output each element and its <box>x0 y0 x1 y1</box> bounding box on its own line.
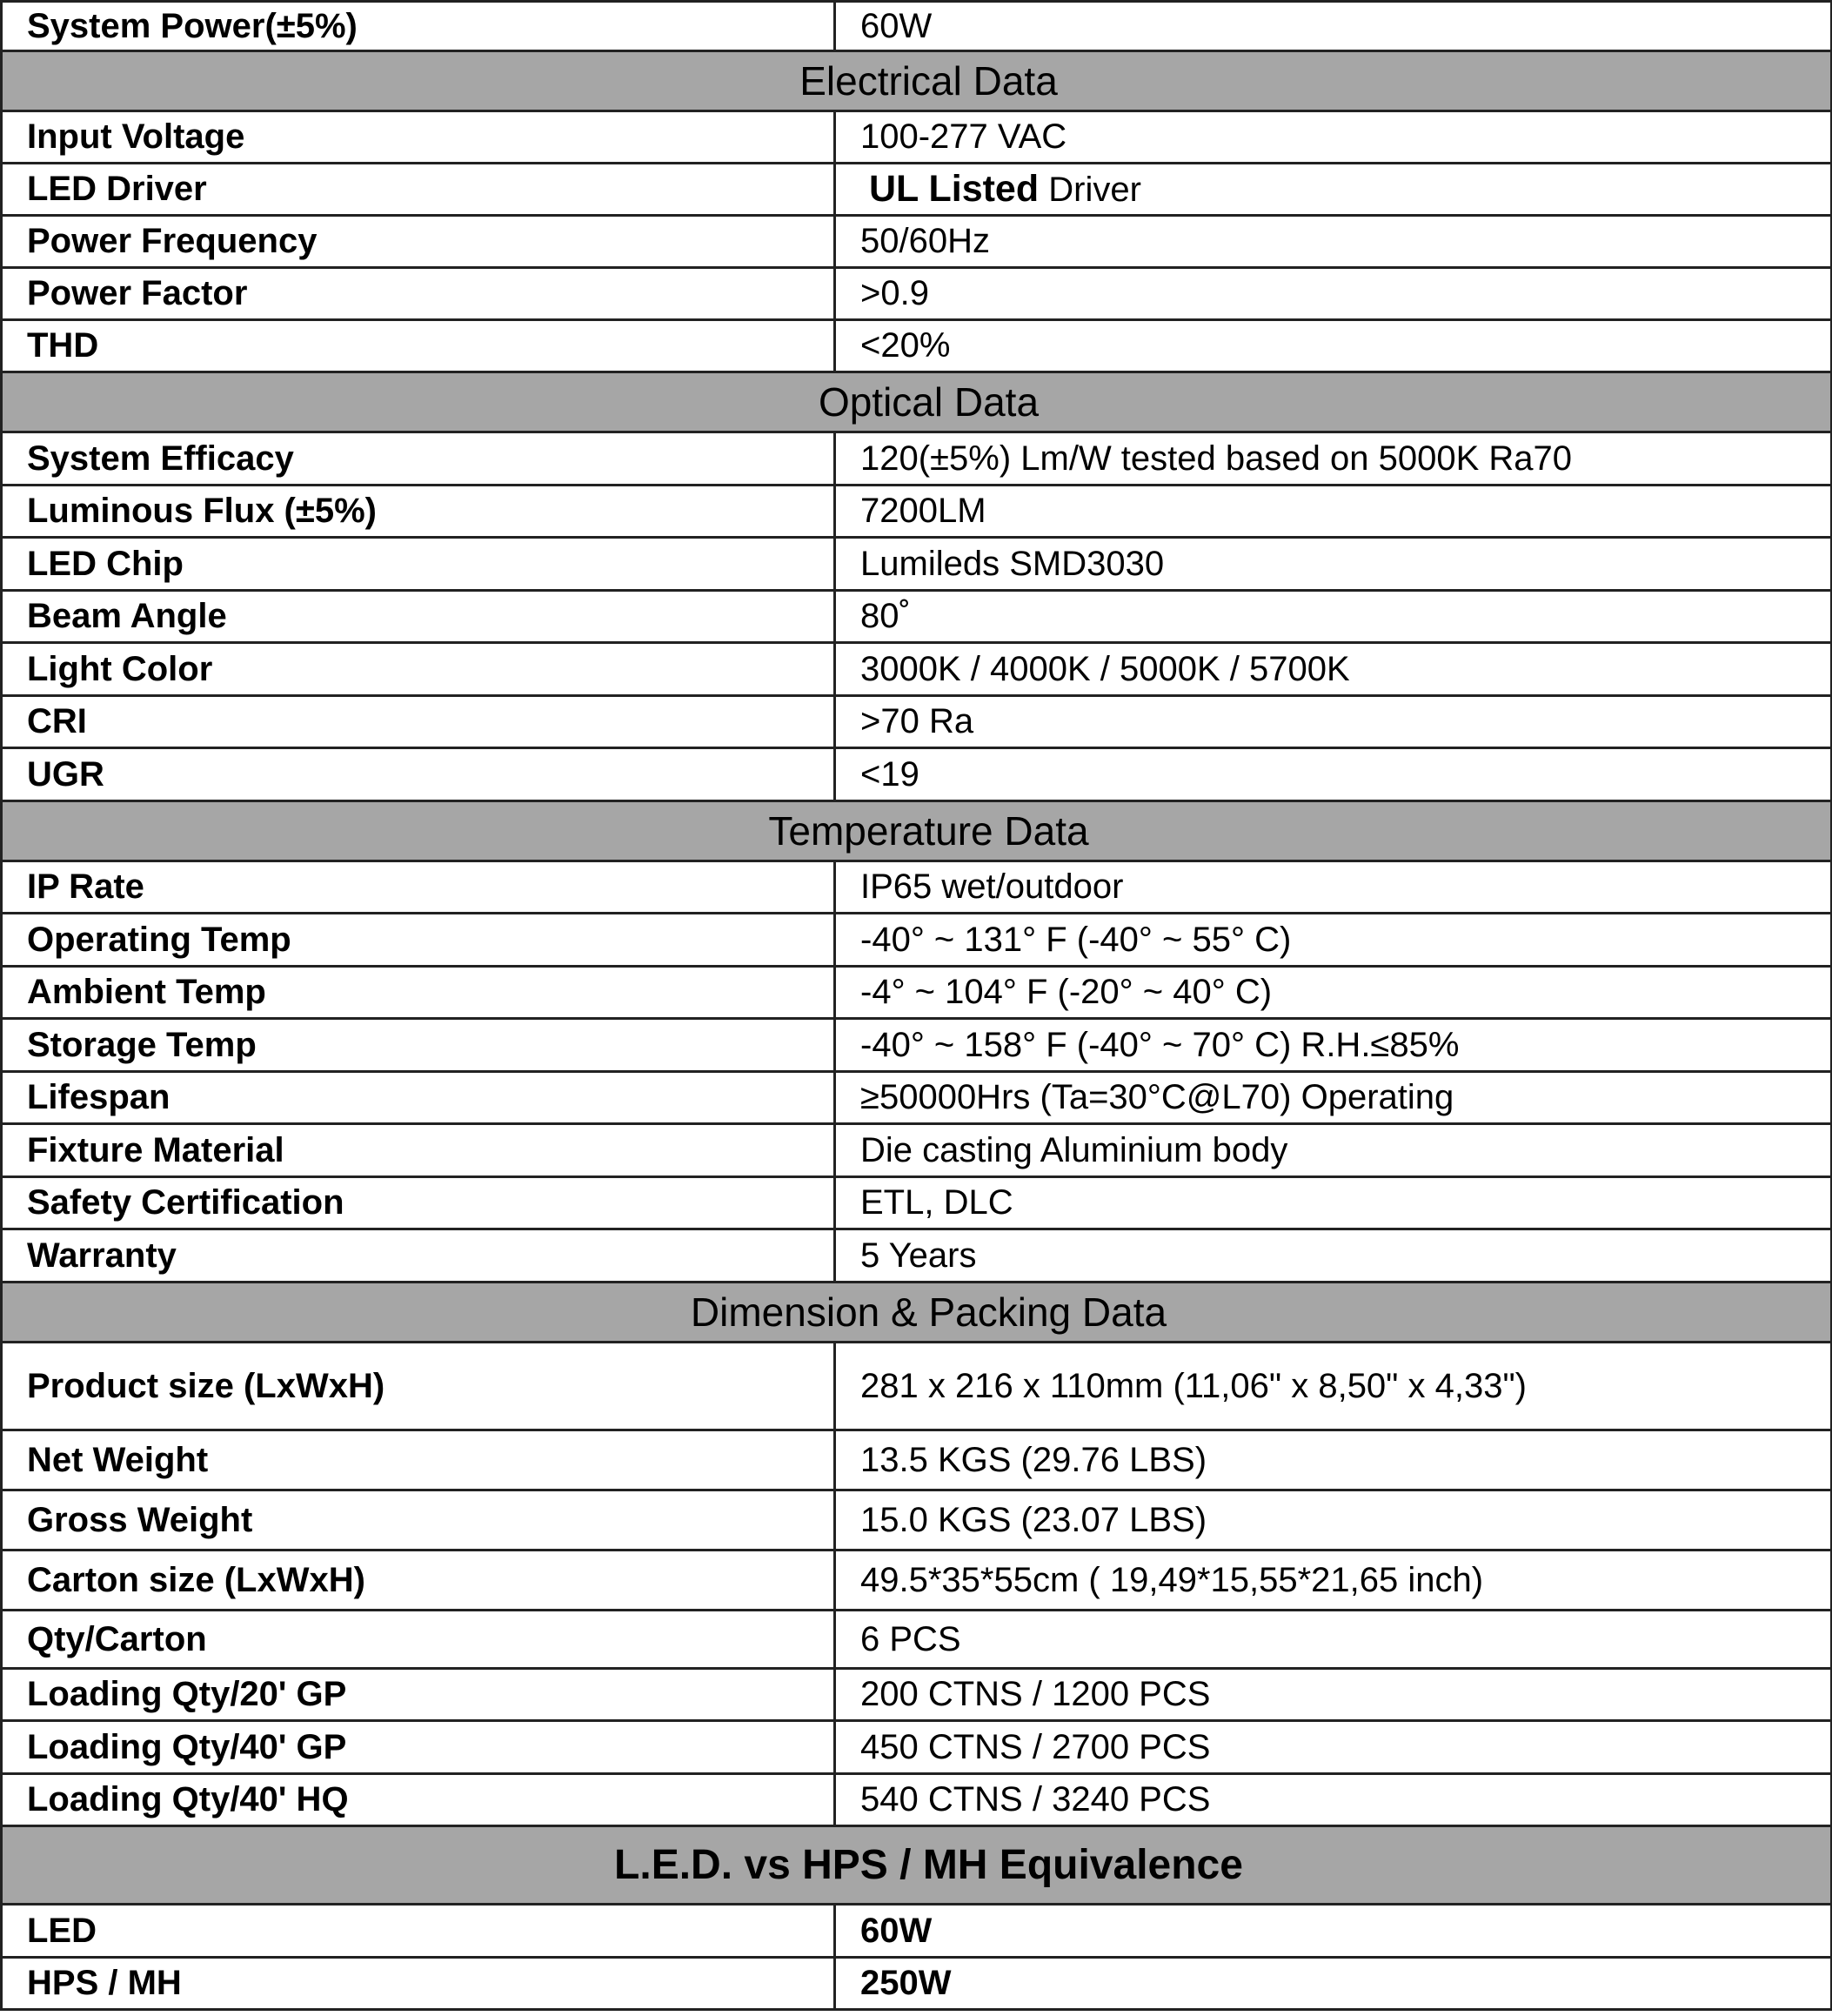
table-row <box>2 1611 1832 1669</box>
spec-value: 540 CTNS / 3240 PCS <box>835 1774 1832 1826</box>
table-row <box>2 1774 1832 1826</box>
spec-value: 120(±5%) Lm/W tested based on 5000K Ra70 <box>835 432 1832 486</box>
spec-value: Die casting Aluminium body <box>835 1124 1832 1177</box>
spec-label: Light Color <box>2 643 835 696</box>
table-row <box>2 111 1832 164</box>
spec-label: Operating Temp <box>2 914 835 967</box>
table-row <box>2 320 1832 372</box>
spec-value: 50/60Hz <box>835 216 1832 268</box>
spec-label: Storage Temp <box>2 1019 835 1072</box>
section-title: L.E.D. vs HPS / MH Equivalence <box>2 1826 1832 1905</box>
spec-label: Power Factor <box>2 268 835 320</box>
section-title: Dimension & Packing Data <box>2 1283 1832 1343</box>
spec-value: 15.0 KGS (23.07 LBS) <box>835 1490 1832 1551</box>
spec-value: 5 Years <box>835 1229 1832 1283</box>
table-row <box>2 1072 1832 1124</box>
spec-value: ≥50000Hrs (Ta=30°C@L70) Operating <box>835 1072 1832 1124</box>
spec-value: 7200LM <box>835 486 1832 538</box>
section-header-equivalence <box>2 1826 1832 1905</box>
spec-value: 49.5*35*55cm ( 19,49*15,55*21,65 inch) <box>835 1551 1832 1611</box>
spec-label: Gross Weight <box>2 1490 835 1551</box>
driver-text: Driver <box>1048 171 1141 209</box>
table-row <box>2 1490 1832 1551</box>
table-row <box>2 748 1832 801</box>
spec-label: UGR <box>2 748 835 801</box>
spec-value: 200 CTNS / 1200 PCS <box>835 1669 1832 1721</box>
section-header-temperature <box>2 801 1832 861</box>
section-header-optical <box>2 372 1832 432</box>
spec-value <box>835 164 1832 216</box>
table-row <box>2 1343 1832 1430</box>
table-row <box>2 1177 1832 1229</box>
spec-label: System Efficacy <box>2 432 835 486</box>
table-row <box>2 1669 1832 1721</box>
table-row <box>2 2 1832 51</box>
spec-label: Carton size (LxWxH) <box>2 1551 835 1611</box>
table-row <box>2 1551 1832 1611</box>
spec-value: Lumileds SMD3030 <box>835 538 1832 591</box>
spec-label: Beam Angle <box>2 591 835 643</box>
section-title: Electrical Data <box>2 51 1832 111</box>
spec-value: <20% <box>835 320 1832 372</box>
table-row <box>2 1229 1832 1283</box>
spec-value: 60W <box>835 2 1832 51</box>
table-row <box>2 1019 1832 1072</box>
spec-value: 6 PCS <box>835 1611 1832 1669</box>
section-title: Optical Data <box>2 372 1832 432</box>
spec-label: Fixture Material <box>2 1124 835 1177</box>
spec-label: CRI <box>2 696 835 748</box>
table-row <box>2 1721 1832 1774</box>
spec-label: Product size (LxWxH) <box>2 1343 835 1430</box>
spec-value: >70 Ra <box>835 696 1832 748</box>
spec-label: HPS / MH <box>2 1958 835 2010</box>
spec-value: 60W <box>835 1905 1832 1958</box>
spec-value: >0.9 <box>835 268 1832 320</box>
spec-label: Luminous Flux (±5%) <box>2 486 835 538</box>
spec-label: LED Chip <box>2 538 835 591</box>
table-row <box>2 696 1832 748</box>
ul-listed-mark: UL Listed <box>869 168 1040 210</box>
table-row <box>2 914 1832 967</box>
spec-label: Warranty <box>2 1229 835 1283</box>
table-row <box>2 538 1832 591</box>
spec-label: Ambient Temp <box>2 967 835 1019</box>
table-row <box>2 216 1832 268</box>
table-row <box>2 486 1832 538</box>
table-row <box>2 1905 1832 1958</box>
table-row <box>2 967 1832 1019</box>
spec-label: Lifespan <box>2 1072 835 1124</box>
spec-label: LED <box>2 1905 835 1958</box>
spec-label: THD <box>2 320 835 372</box>
spec-label: System Power(±5%) <box>2 2 835 51</box>
spec-value: 281 x 216 x 110mm (11,06" x 8,50" x 4,33") <box>835 1343 1832 1430</box>
section-title: Temperature Data <box>2 801 1832 861</box>
spec-label: LED Driver <box>2 164 835 216</box>
spec-value: 80˚ <box>835 591 1832 643</box>
spec-label: Qty/Carton <box>2 1611 835 1669</box>
table-row <box>2 643 1832 696</box>
table-row <box>2 1124 1832 1177</box>
table-row <box>2 1958 1832 2010</box>
spec-label: IP Rate <box>2 861 835 914</box>
table-row <box>2 1430 1832 1490</box>
spec-value: 250W <box>835 1958 1832 2010</box>
table-row <box>2 268 1832 320</box>
spec-label: Power Frequency <box>2 216 835 268</box>
spec-value: IP65 wet/outdoor <box>835 861 1832 914</box>
spec-value: <19 <box>835 748 1832 801</box>
spec-label: Loading Qty/20' GP <box>2 1669 835 1721</box>
spec-value: 13.5 KGS (29.76 LBS) <box>835 1430 1832 1490</box>
table-row <box>2 591 1832 643</box>
spec-value: -40° ~ 158° F (-40° ~ 70° C) R.H.≤85% <box>835 1019 1832 1072</box>
table-row <box>2 432 1832 486</box>
section-header-dimension <box>2 1283 1832 1343</box>
spec-label: Loading Qty/40' GP <box>2 1721 835 1774</box>
spec-label: Input Voltage <box>2 111 835 164</box>
spec-label: Net Weight <box>2 1430 835 1490</box>
spec-label: Loading Qty/40' HQ <box>2 1774 835 1826</box>
spec-value: -40° ~ 131° F (-40° ~ 55° C) <box>835 914 1832 967</box>
spec-value: 100-277 VAC <box>835 111 1832 164</box>
table-row <box>2 164 1832 216</box>
spec-label: Safety Certification <box>2 1177 835 1229</box>
section-header-electrical <box>2 51 1832 111</box>
spec-value: 450 CTNS / 2700 PCS <box>835 1721 1832 1774</box>
spec-value: -4° ~ 104° F (-20° ~ 40° C) <box>835 967 1832 1019</box>
spec-value: ETL, DLC <box>835 1177 1832 1229</box>
table-row <box>2 861 1832 914</box>
spec-value: 3000K / 4000K / 5000K / 5700K <box>835 643 1832 696</box>
